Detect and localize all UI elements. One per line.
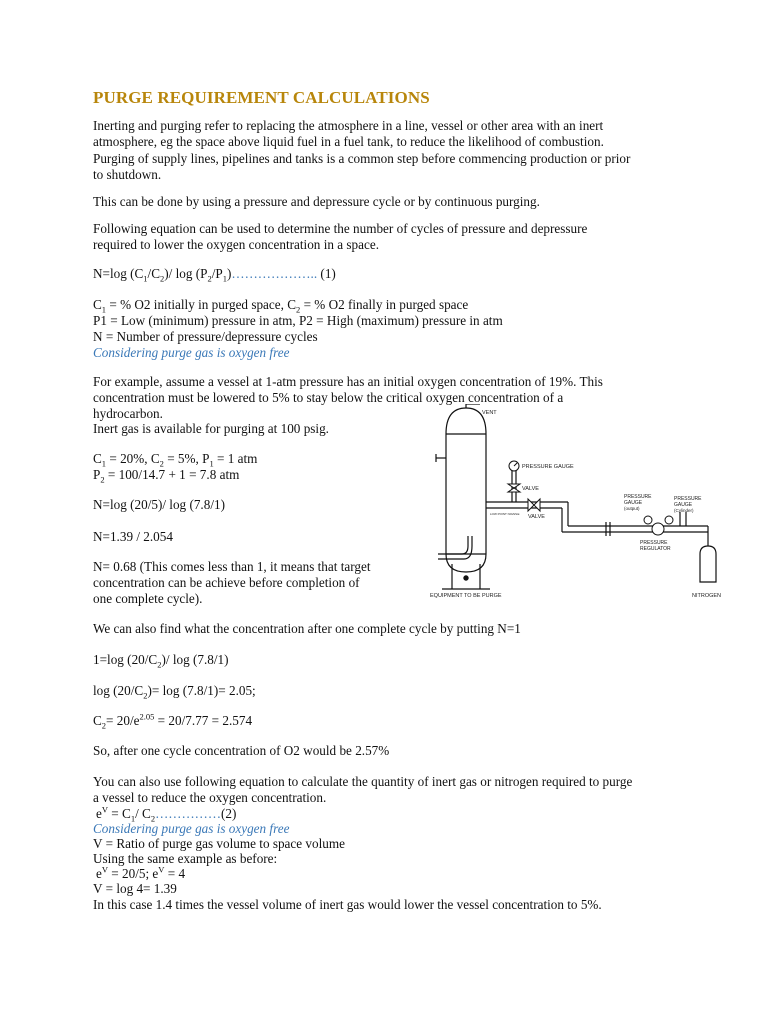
intro-line-1: Inerting and purging refer to replacing the atmosphere in a line, vessel or other area with an inert bbox=[93, 118, 604, 133]
regulator-label-1: PRESSURE bbox=[640, 540, 668, 546]
equipment-label: EQUIPMENT TO BE PURGE bbox=[430, 593, 502, 599]
example-line-4: Inert gas is available for purging at 100 psig. bbox=[93, 421, 329, 436]
equation-2: $e^V = C_1/$ $C_2\dots\dots\dots\dots\dots(2)$ bbox=[96, 804, 237, 824]
one-cycle-result: So, after one cycle concentration of O2 would be 2.57% bbox=[93, 743, 390, 758]
pressure-gauge-label: PRESSURE GAUGE bbox=[522, 464, 574, 470]
calc-step-1: N=log (20/5)/ log (7.8/1) bbox=[93, 497, 225, 512]
same-example: Using the same example as before: bbox=[93, 851, 278, 866]
intro-line-4: to shutdown. bbox=[93, 167, 162, 182]
calc-step-2: N=1.39 / 2.054 bbox=[93, 529, 173, 544]
inlet-valve bbox=[528, 499, 540, 511]
after-cycle-text: We can also find what the concentration after one complete cycle by putting N=1 bbox=[93, 621, 521, 636]
valve-label-1: VALVE bbox=[522, 486, 539, 492]
method-paragraph: This can be done by using a pressure and depressure cycle or by continuous purging. bbox=[93, 194, 540, 209]
gauge-output-label-3: (output) bbox=[624, 506, 640, 511]
vessel bbox=[436, 404, 490, 589]
definition-c: $C_1$ = % O2 initially in purged space, $C_2$ = % O2 finally in purged space bbox=[93, 297, 469, 315]
equation-intro-2: required to lower the oxygen concentration in a space. bbox=[93, 237, 379, 252]
intro-line-3: Purging of supply lines, pipelines and tanks is a common step before commencing production or prior bbox=[93, 151, 631, 166]
v-log: V = log 4= 1.39 bbox=[93, 881, 177, 896]
definition-p: P1 = Low (minimum) pressure in atm, P2 = High (maximum) pressure in atm bbox=[93, 313, 503, 328]
given-values-1: $C_1 = 20\%$, $C_2 = 5\%$, $P_1 = 1$ atm bbox=[93, 451, 258, 469]
example-line-1: For example, assume a vessel at 1-atm pressure has an initial oxygen concentration of 19%. This bbox=[93, 374, 603, 389]
conc-eq-1: 1=log $(20/C_2)/$ log (7.8/1) bbox=[93, 652, 229, 670]
conc-eq-2: $\log (20/C_2)= \log (7.8/1)= 2.05$; bbox=[93, 683, 256, 701]
quantity-intro-1: You can also use following equation to calculate the quantity of inert gas or nitrogen required to purge bbox=[93, 774, 633, 789]
gauge-cylinder-label-1: PRESSURE bbox=[674, 496, 702, 502]
conc-eq-3: $C_2= 20/e^{2.05} = 20/7.77 = 2.574$ bbox=[93, 711, 253, 731]
oxygen-free-note-2: Considering purge gas is oxygen free bbox=[93, 821, 290, 836]
ev-values: $e^V = 20/5$; $e^V = 4$ bbox=[96, 864, 186, 881]
nitrogen-cylinder-icon bbox=[700, 546, 716, 582]
equation-1: N=log $(C_1/C_2)/$ $\log (P_2/P_1)\dots\dots\dots\dots\dots\dots$.. (1) bbox=[93, 266, 336, 284]
v-definition: V = Ratio of purge gas volume to space volume bbox=[93, 836, 345, 851]
vent-valve bbox=[508, 484, 520, 492]
nitrogen-label: NITROGEN bbox=[692, 593, 722, 599]
definition-n: N = Number of pressure/depressure cycles bbox=[93, 329, 318, 344]
equation-intro-1: Following equation can be used to determine the number of cycles of pressure and depressure bbox=[93, 221, 588, 236]
quantity-intro-2: a vessel to reduce the oxygen concentration. bbox=[93, 790, 327, 805]
given-values-2: $P_2 = 100/14.7 + 1 = 7.8$ atm bbox=[93, 467, 240, 485]
calc-result-3: one complete cycle). bbox=[93, 591, 203, 606]
regulator-label-2: REGULATOR bbox=[640, 546, 671, 552]
final-conclusion: In this case 1.4 times the vessel volume of inert gas would lower the vessel concentration to 5%. bbox=[93, 897, 602, 912]
purge-diagram bbox=[422, 404, 730, 600]
vessel-drain bbox=[464, 576, 468, 580]
calc-result-2: concentration can be achieve before completion of bbox=[93, 575, 360, 590]
page-title: PURGE REQUIREMENT CALCULATIONS bbox=[93, 88, 430, 107]
nozzle-label: LOW POINT NOZZLE bbox=[490, 512, 520, 516]
gauge-cylinder-label-3: (Cylinder) bbox=[674, 508, 694, 513]
example-line-3: hydrocarbon. bbox=[93, 406, 163, 421]
example-line-2: concentration must be lowered to 5% to stay below the critical oxygen concentration of a bbox=[93, 390, 564, 405]
gauge-output-label-2: GAUGE bbox=[624, 500, 643, 506]
gauge-output-label-1: PRESSURE bbox=[624, 494, 652, 500]
valve-label-2: VALVE bbox=[528, 514, 545, 520]
pressure-gauge-icon bbox=[509, 461, 519, 471]
vent-label: VENT bbox=[482, 410, 497, 416]
oxygen-free-note: Considering purge gas is oxygen free bbox=[93, 345, 290, 360]
intro-line-2: atmosphere, eg the space above liquid fuel in a fuel tank, to reduce the likelihood of combustion. bbox=[93, 134, 604, 149]
gauge-cylinder-label-2: GAUGE bbox=[674, 502, 693, 508]
calc-result-1: N= 0.68 (This comes less than 1, it means that target bbox=[93, 559, 371, 574]
